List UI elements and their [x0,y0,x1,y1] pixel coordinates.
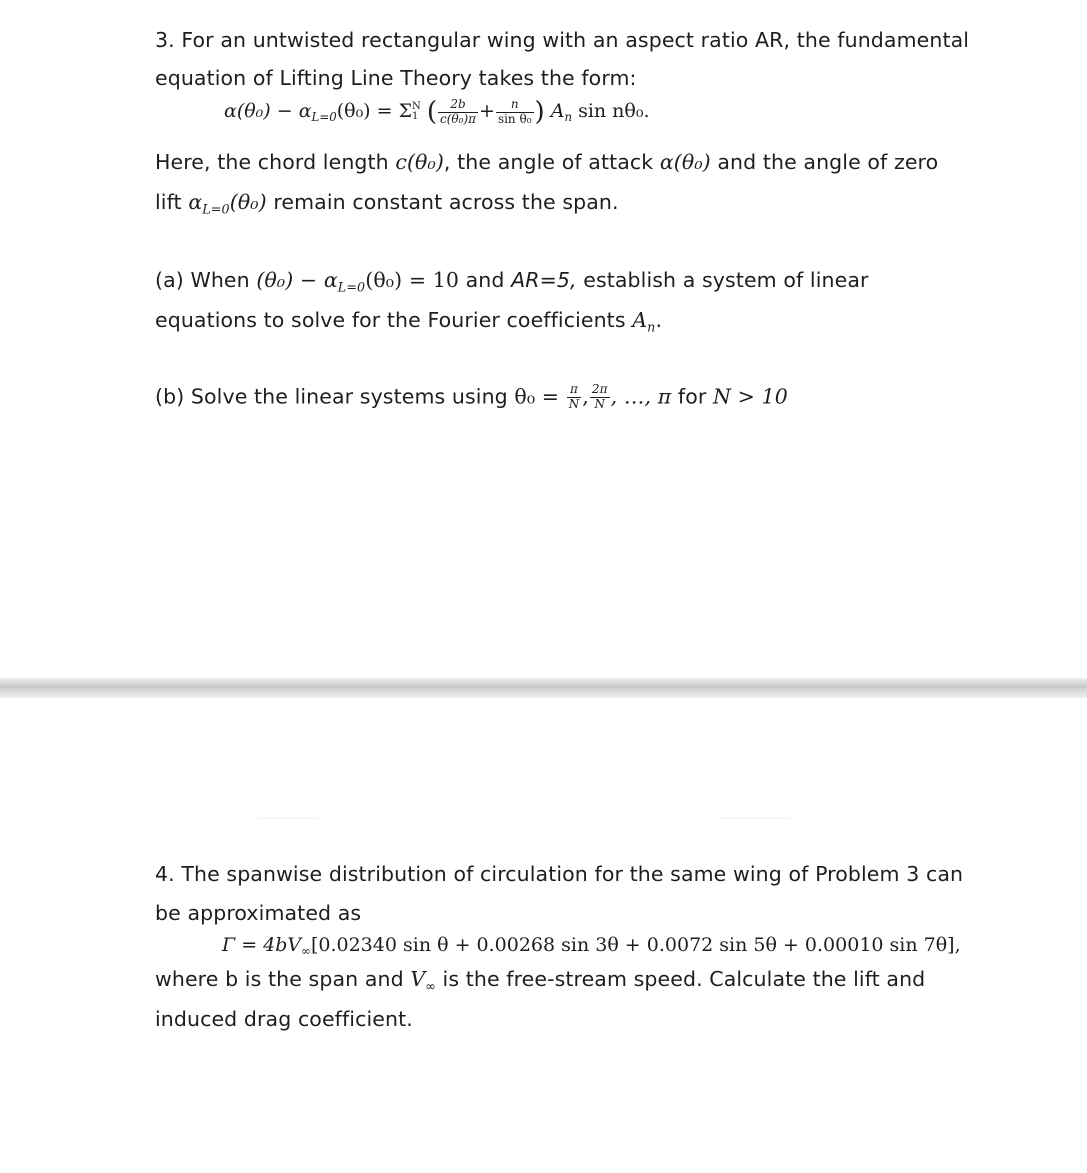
problem3-here-line2: lift $\alpha_{L=0}(\theta_0)$ remain constant across the span. [155,190,619,217]
fraction-2pi-over-n: $\frac{2\pi}{N}$ [591,382,608,411]
problem3-intro-line1: 3. For an untwisted rectangular wing with an aspect ratio AR, the fundamental [155,28,970,52]
lifting-line-equation: $\alpha(\theta_0) - \alpha_{L=0}(\theta_0) = \Sigma$ N 1 ( $\frac{2b}{\text{c(θ₀)π}}$ + $\frac{n}{\text{sin θ₀}}$ ) $A_n$ sin nθ₀. [224,96,650,127]
problem3-intro-line2: equation of Lifting Line Theory takes the form: [155,66,637,90]
part-a-line2: equations to solve for the Fourier coefficients $A_n$. [155,308,663,335]
problem4-line3: where b is the span and $V_\infty$ is the free-stream speed. Calculate the lift and [155,967,926,994]
part-b-line: (b) Solve the linear systems using θ₀ = $\frac{\pi}{N}$ , $\frac{2\pi}{N}$ , …, π for N > 10 [155,382,788,411]
part-a-line1: (a) When $(\theta_0) - \alpha_{L=0}(\theta_0) = 10$ and AR=5, establish a system of linear [155,268,869,295]
problem4-line1: 4. The spanwise distribution of circulation for the same wing of Problem 3 can [155,862,964,886]
problem3-here-line1: Here, the chord length c(θ₀), the angle of attack α(θ₀) and the angle of zero [155,150,939,174]
faint-rule [720,818,790,819]
circulation-equation: $\Gamma = 4bV_\infty[0.02340$ sin θ + 0.00268 sin 3θ + 0.0072 sin 5θ + 0.00010 sin 7θ], [222,934,961,959]
fraction-2b: $\frac{2b}{\text{c(θ₀)π}}$ [440,96,477,126]
faint-rule [258,818,318,819]
problem4-line2: be approximated as [155,901,362,925]
sum-limits: N 1 [412,101,421,122]
problem4-line4: induced drag coefficient. [155,1007,413,1031]
fraction-pi-over-n: $\frac{\pi}{N}$ [568,382,580,411]
page-separator [0,678,1087,698]
fraction-n: $\frac{n}{\text{sin θ₀}}$ [497,96,532,126]
